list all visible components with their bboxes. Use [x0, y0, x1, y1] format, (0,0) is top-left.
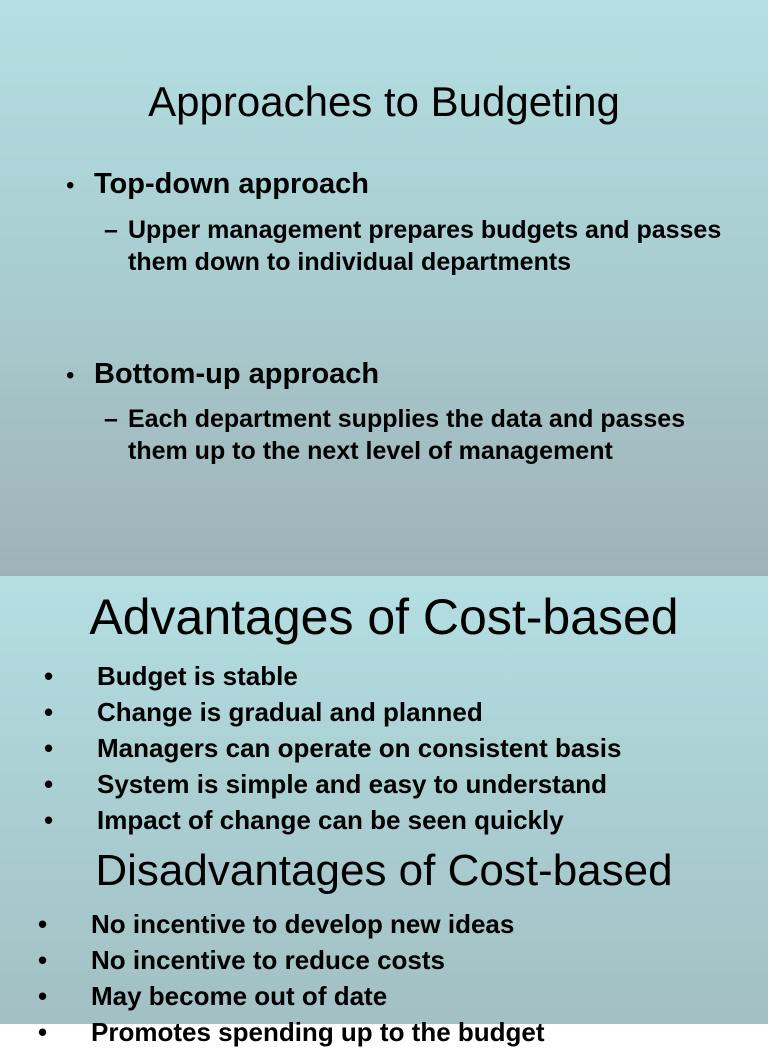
list-item — [0, 694, 622, 730]
list-item — [0, 658, 622, 694]
bullet-dot-icon: • — [44, 805, 54, 835]
dash-icon: – — [104, 216, 118, 244]
list-item-text: May become out of date — [91, 981, 388, 1011]
disadvantages-title: Disadvantages of Cost-based — [95, 846, 673, 895]
slide-cost-based — [0, 576, 768, 1047]
dash-icon: – — [104, 405, 118, 433]
list-item-text: Impact of change can be seen quickly — [97, 805, 564, 835]
list-item-text: Promotes spending up to the budget — [91, 1017, 545, 1047]
list-item — [0, 942, 545, 978]
list-item-text: Change is gradual and planned — [97, 697, 483, 727]
list-item-text: Budget is stable — [97, 661, 298, 691]
bullet-label: Bottom-up approach — [94, 358, 380, 390]
list-item — [0, 802, 622, 838]
bullet-bottom-up — [66, 358, 379, 391]
bullet-dot-icon: • — [38, 945, 48, 975]
list-item — [0, 766, 622, 802]
list-item-text: System is simple and easy to understand — [97, 769, 608, 799]
bullet-dot-icon: • — [66, 172, 75, 199]
list-item-text: No incentive to develop new ideas — [91, 909, 515, 939]
sub-bullet-bottom-up — [104, 403, 724, 467]
list-item — [0, 906, 545, 942]
sub-bullet-text: Upper management prepares budgets and passes them down to individual departments — [128, 216, 722, 276]
list-item — [0, 730, 622, 766]
bullet-top-down — [66, 168, 369, 201]
sub-bullet-text: Each department supplies the data and passes them up to the next level of management — [128, 405, 686, 465]
advantages-title: Advantages of Cost-based — [89, 589, 679, 645]
bullet-dot-icon: • — [44, 769, 54, 799]
bullet-dot-icon: • — [66, 362, 75, 389]
bullet-dot-icon: • — [44, 733, 54, 763]
bullet-label: Top-down approach — [94, 168, 369, 200]
list-item-text: No incentive to reduce costs — [91, 945, 445, 975]
bullet-dot-icon: • — [38, 909, 48, 939]
disadvantages-list — [0, 906, 545, 1050]
list-item — [0, 978, 545, 1014]
advantages-list — [0, 658, 622, 838]
bullet-dot-icon: • — [44, 697, 54, 727]
bullet-dot-icon: • — [38, 1017, 48, 1047]
list-item-text: Managers can operate on consistent basis — [97, 733, 622, 763]
slide-title: Approaches to Budgeting — [148, 78, 620, 125]
sub-bullet-top-down — [104, 214, 724, 278]
bullet-dot-icon: • — [38, 981, 48, 1011]
bullet-dot-icon: • — [44, 661, 54, 691]
list-item — [0, 1014, 545, 1050]
